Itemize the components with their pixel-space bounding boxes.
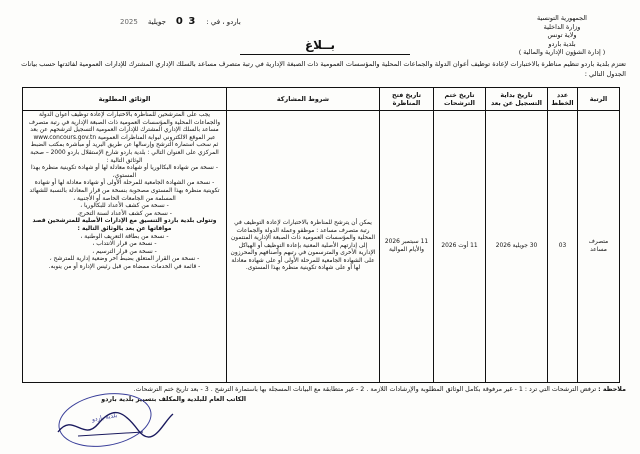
header-rank: الرتبة [578, 88, 620, 111]
table-row [23, 111, 620, 383]
documents-bold-note: وتتولى بلدية باردو التنسيق مع الإدارات الأصلية للمترشحين قصد موافاتها عن بعد بالوثائق التالية : [32, 218, 217, 232]
header-documents: الوثائق المطلوبة [23, 88, 227, 111]
documents-text: يجب على المترشحين للمناظرة بالاختبارات لإعادة توظيف أعوان الدولة والجماعات المحلية والمؤسسات العمومية ذات الصبغة الإدارية في رتبة متصرف مساعد بالسلك الإداري المشترك للإدارات العمومية التسجيل لترشحهم عن بعد عبر الموقع الالكتروني لبوابة المناظرات العمومية www.concours.gov.tn [28, 112, 221, 141]
signature-icon [48, 402, 178, 446]
cell-open-date: 11 سبتمبر 2026 والأيام الموالية [380, 111, 434, 383]
documents-item: - نسخة من قرار الانتداب ، [92, 241, 157, 248]
header-conditions: شروط المشاركة [227, 88, 380, 111]
signatory-title: الكاتب العام للبلدية والمكلف بتسيير بلدية باردو [101, 396, 246, 403]
header-end-date: تاريخ ختم الترشحات [434, 88, 486, 111]
documents-item: - نسخة من شهادة البكالوريا أو شهادة معادلة لها أو شهادة تكوينية منظرة بهذا المستوى، [31, 165, 218, 179]
note-text: ترفض الترشحات التي ترد : 1 - غير مرفوقة بكامل الوثائق المطلوبة والإرشادات اللازمة . 2 - غير متطابقة مع البيانات المسجلة بها باستمارة الترشح . 3 - بعد تاريخ ختم الترشحات. [133, 386, 597, 393]
header-start-date: تاريخ بداية التسجيل عن بعد [486, 88, 548, 111]
document-date [120, 16, 241, 27]
documents-item: - نسخة من القرار المتعلق بضبط آخر وضعية إدارية للمترشح ، [49, 256, 200, 263]
letterhead-line: ولاية تونس [547, 31, 577, 40]
date-day: 3 0 [175, 16, 197, 27]
header-count: عدد الخطط [548, 88, 578, 111]
table-header-row [23, 88, 620, 111]
intro-paragraph: تعتزم بلدية باردو تنظيم مناظرة بالاختبارات لإعادة توظيف أعوان الدولة والجماعات المحلية والمؤسسات العمومية ذات الصبغة الإدارية في رتبة متصرف مساعد بالسلك الإداري المشترك للإدارات العمومية لفائدتها حسب بيانات الجدول التالي : [21, 60, 626, 78]
letterhead-line: الجمهورية التونسية [537, 14, 587, 22]
documents-item: - نسخة من قرار الترسيم ، [92, 248, 157, 255]
cell-end-date: 11 أوت 2026 [434, 111, 486, 383]
page-title: بــلاغ [304, 38, 336, 52]
cell-conditions: يمكن أن يترشح للمناظرة بالاختبارات لإعادة التوظيف في رتبة متصرف مساعد : موظفو وعملة الدولة والجماعات المحلية والمؤسسات العمومية ذات الصبغة الإدارية المنتمون إلى إدارتهم الأصلية المعنية بإعادة التوظيف أو الهياكل الإدارية الأخرى والمترسمون في رتبهم وأصنافهم والمحرزون على الشهادة الجامعية للمرحلة الأولى أو على شهادة معادلة لها أو على شهادة تكوينية منظرة بهذا المستوى. [227, 111, 380, 383]
documents-item: - نسخة من بطاقة التعريف الوطنية ، [80, 233, 169, 240]
cell-documents [23, 111, 227, 383]
documents-text: ثم سحب استمارة الترشح وإرسالها عن طريق البريد أو مباشرة بمكتب الضبط المركزي على العنوان التالي : بلدية باردو شارع الإستقلال باردو 2000 – صحبة الوثائق التالية : [30, 142, 219, 164]
note-label: ملاحظة : [598, 386, 626, 393]
letterhead-line: بلدية باردو [548, 39, 576, 48]
date-month: جويلية [147, 17, 166, 26]
cell-rank: متصرف مساعد [578, 111, 620, 383]
header-open-date: تاريخ فتح المناظرة [380, 88, 434, 111]
letterhead-line: وزارة الداخلية [543, 22, 581, 31]
documents-item: - نسخة من كشف الأعداد للبكالوريا ، [80, 203, 169, 210]
date-year: 2025 [120, 17, 138, 26]
stamp-text: بلدية باردو [91, 411, 118, 424]
documents-item: - نسخة من الشهادة الجامعية للمرحلة الأولى أو شهادة معادلة لها أو شهادة تكوينية منظرة بهذا المستوى مصحوبة بنسخة من قرار المعادلة بالنسبة للشهائد المسلمة من الجامعات الخاصة أو الأجنبية ، [29, 180, 220, 202]
documents-item: - نسخة من كشف الأعداد لسنة التخرج، [77, 210, 172, 217]
date-prefix: باردو ، في : [206, 17, 241, 26]
competition-table [22, 87, 620, 383]
title-underline [240, 54, 410, 55]
documents-item: - قائمة في الخدمات ممضاة من قبل رئيس الإدارة أو من ينوبه. [48, 263, 201, 270]
cell-start-date: 30 جويلية 2026 [486, 111, 548, 383]
cell-count: 03 [548, 111, 578, 383]
letterhead-line: ( إدارة الشؤون الإدارية والمالية ) [518, 48, 606, 57]
